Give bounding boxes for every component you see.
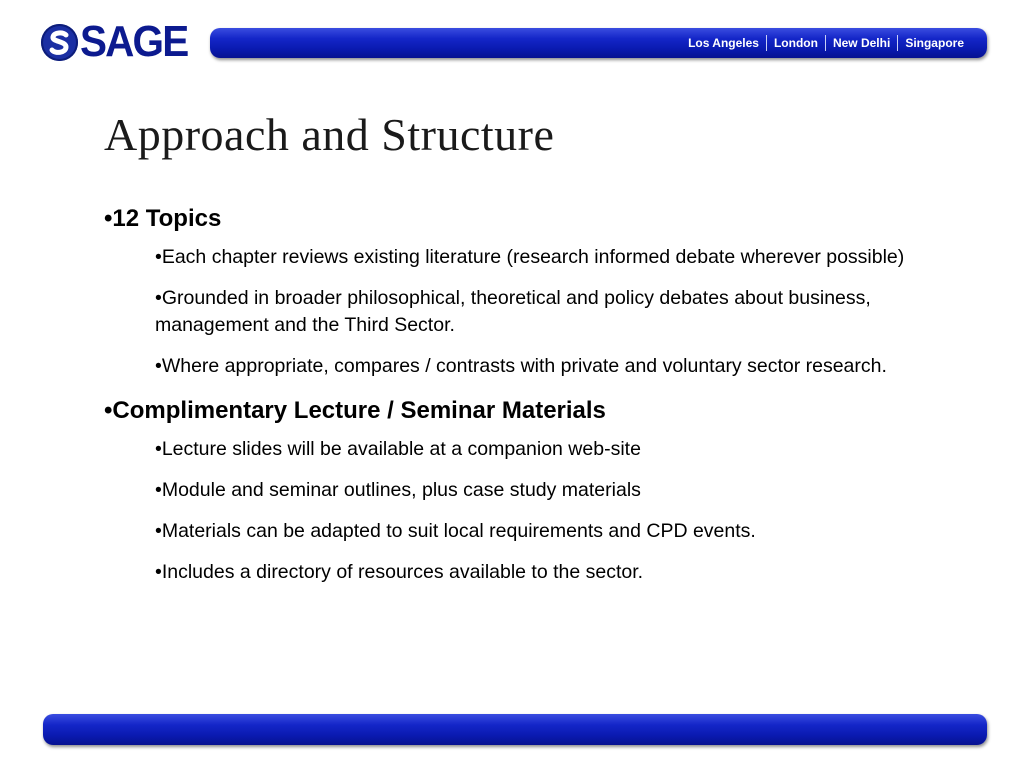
slide-content (104, 202, 944, 600)
section-heading-text: Complimentary Lecture / Seminar Materials (112, 397, 606, 424)
list-item-text: Grounded in broader philosophical, theoretical and policy debates about business, management and the Third Sector. (155, 287, 871, 336)
section-heading (104, 394, 944, 428)
sage-logo (41, 18, 197, 66)
bullet-glyph: • (155, 355, 162, 377)
bullet-glyph: • (155, 479, 162, 501)
section-topics (104, 202, 944, 380)
footer-bar (43, 714, 987, 745)
city-los-angeles: Los Angeles (688, 36, 759, 50)
bullet-glyph: • (104, 397, 113, 424)
section-materials (104, 394, 944, 586)
list-item (155, 285, 944, 339)
bullet-glyph: • (155, 246, 162, 268)
city-singapore: Singapore (905, 36, 964, 50)
list-item (155, 518, 944, 545)
city-london: London (773, 36, 818, 50)
bullet-list (104, 244, 944, 380)
list-item (155, 477, 944, 504)
list-item (155, 436, 944, 463)
list-item-text: Lecture slides will be available at a companion web-site (161, 438, 641, 460)
bullet-list (104, 436, 944, 586)
bullet-glyph: • (155, 520, 162, 542)
section-heading-text: 12 Topics (112, 205, 222, 232)
city-list (681, 28, 971, 58)
header-bar (210, 28, 987, 58)
list-item-text: Module and seminar outlines, plus case study materials (161, 479, 641, 501)
list-item-text: Where appropriate, compares / contrasts with private and voluntary sector research. (161, 355, 887, 377)
list-item-text: Materials can be adapted to suit local requirements and CPD events. (161, 520, 756, 542)
list-item-text: Each chapter reviews existing literature (research informed debate wherever possible) (161, 246, 905, 268)
list-item (155, 244, 944, 271)
slide-title: Approach and Structure (104, 109, 555, 160)
section-heading (104, 202, 944, 236)
list-item-text: Includes a directory of resources available to the sector. (161, 561, 644, 583)
city-new-delhi: New Delhi (832, 36, 891, 50)
bullet-glyph: • (155, 438, 162, 460)
sage-s-icon (41, 24, 78, 61)
bullet-glyph: • (155, 561, 162, 583)
bullet-glyph: • (155, 287, 162, 309)
list-item (155, 559, 944, 586)
bullet-glyph: • (104, 205, 113, 232)
list-item (155, 353, 944, 380)
logo-text: SAGE (80, 17, 188, 66)
